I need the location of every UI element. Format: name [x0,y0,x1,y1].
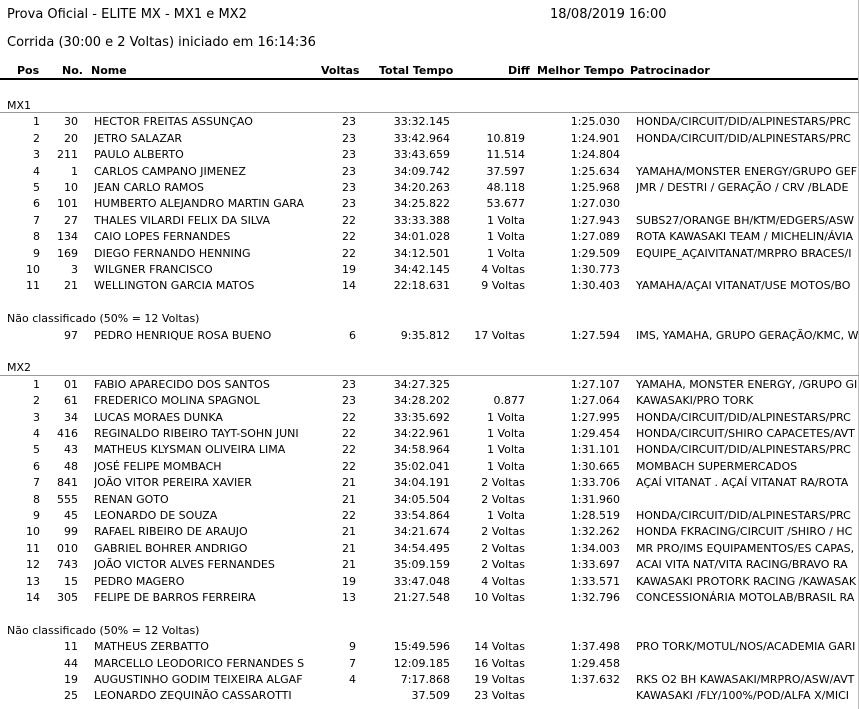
cell-voltas: 22 [342,427,356,440]
cell-diff: 0.877 [493,394,525,408]
cell-no: 25 [64,689,78,703]
cell-nome: FABIO APARECIDO DOS SANTOS [94,377,270,391]
cell-diff: 9 Voltas [481,279,525,293]
cell-no: 416 [57,427,78,440]
cell-voltas: 23 [342,164,356,178]
race-subtitle: Corrida (30:00 e 2 Voltas) iniciado em 16:14:36 [7,35,316,50]
cell-diff: 1 Volta [486,230,525,244]
cell-melhor: 1:27.089 [570,230,620,244]
cell-total: 34:20.263 [393,181,450,194]
cell-patroc: MOMBACH SUPERMERCADOS [636,459,798,473]
cell-nome: CAIO LOPES FERNANDES [94,230,231,244]
cell-no: 134 [57,230,78,244]
cell-total: 33:47.048 [393,574,450,588]
cell-total: 33:42.964 [393,131,450,145]
cell-voltas: 14 [342,279,356,293]
cell-patroc [636,656,859,672]
cell-pos: 8 [33,492,40,506]
cell-pos [12,656,40,672]
cell-melhor: 1:32.262 [570,525,620,539]
cell-patroc: KAWASAKI/PRO TORK [636,394,754,408]
cell-nome: WILGNER FRANCISCO [94,263,213,276]
cell-patroc: ACAI VITA NAT/VITA RACING/BRAVO RA [636,558,848,572]
cell-nome: MARCELLO LEODORICO FERNANDES S [94,656,305,670]
cell-diff: 1 Volta [486,213,525,227]
cell-patroc: CONCESSIONÁRIA MOTOLAB/BRASIL RA [636,591,855,604]
cell-nome: CARLOS CAMPANO JIMENEZ [94,164,246,178]
not-classified-label: Não classificado (50% = 12 Voltas) [7,623,200,637]
cell-pos: 7 [33,476,40,490]
cell-nome: JOSÉ FELIPE MOMBACH [94,459,222,473]
cell-voltas [330,688,356,704]
cell-voltas: 21 [342,558,356,572]
cell-no: 48 [64,459,78,473]
cell-diff [455,114,525,130]
cell-voltas: 21 [342,525,356,539]
cell-no: 211 [57,148,78,162]
cell-patroc: YAMAHA/AÇAI VITANAT/USE MOTOS/BO [636,279,851,293]
cell-pos: 6 [33,197,40,211]
cell-total: 33:54.864 [393,509,450,522]
cell-pos: 4 [33,164,40,178]
cell-no: 15 [64,574,78,588]
cell-pos: 8 [33,230,40,244]
col-header-nome: Nome [91,64,127,77]
section-heading: MX2 [7,361,32,375]
cell-no: 01 [64,377,78,391]
cell-total: 21:27.548 [393,591,450,604]
col-header-total: Total Tempo [379,64,454,77]
cell-diff: 16 Voltas [474,656,525,670]
cell-nome: PEDRO MAGERO [94,574,185,588]
col-header-patrocinador: Patrocinador [630,64,710,77]
cell-diff: 1 Volta [486,246,525,260]
cell-patroc: MR PRO/IMS EQUIPAMENTOS/ES CAPAS, [636,541,855,555]
cell-melhor: 1:27.030 [570,197,620,211]
cell-nome: LEONARDO DE SOUZA [94,509,218,522]
cell-total: 33:43.659 [393,148,450,162]
cell-melhor: 1:27.064 [570,394,620,408]
cell-total: 33:35.692 [393,410,450,424]
cell-pos: 1 [33,115,40,129]
cell-total: 34:12.501 [393,246,450,260]
cell-melhor: 1:30.403 [570,279,620,293]
cell-voltas: 22 [342,246,356,260]
cell-patroc: PRO TORK/MOTUL/NOS/ACADEMIA GARI [636,640,856,654]
cell-nome: JOÃO VITOR PEREIRA XAVIER [94,476,252,490]
cell-pos: 13 [26,574,40,588]
cell-diff: 10 Voltas [474,591,525,604]
cell-no: 43 [64,443,78,457]
cell-pos: 7 [33,213,40,227]
cell-no: 305 [57,591,78,604]
cell-no: 61 [64,394,78,408]
cell-pos: 6 [33,459,40,473]
cell-voltas: 9 [349,640,356,654]
cell-pos: 11 [26,279,40,293]
cell-nome: JETRO SALAZAR [94,131,183,145]
cell-nome: HECTOR FREITAS ASSUNÇAO [94,115,253,129]
cell-voltas: 21 [342,476,356,490]
cell-pos [12,672,40,688]
cell-nome: THALES VILARDI FELIX DA SILVA [94,213,271,227]
cell-voltas: 19 [342,263,356,276]
cell-pos: 10 [26,263,40,276]
cell-patroc [636,262,859,278]
cell-no: 97 [64,328,78,342]
cell-patroc: KAWASAKI PROTORK RACING /KAWASAK [636,574,857,588]
cell-nome: RAFAEL RIBEIRO DE ARAUJO [94,525,248,539]
cell-melhor: 1:29.509 [570,246,620,260]
cell-voltas: 21 [342,492,356,506]
cell-diff [455,377,525,393]
cell-voltas: 23 [342,115,356,129]
cell-total: 34:27.325 [393,377,450,391]
cell-no: 21 [64,279,78,293]
cell-nome: LUCAS MORAES DUNKA [94,410,223,424]
cell-diff: 2 Voltas [481,492,525,506]
cell-voltas: 21 [342,541,356,555]
cell-voltas: 23 [342,131,356,145]
cell-melhor: 1:31.101 [570,443,620,457]
cell-patroc: HONDA/CIRCUIT/DID/ALPINESTARS/PRC [636,115,851,129]
cell-diff: 11.514 [486,148,525,162]
cell-patroc: KAWASAKI /FLY/100%/POD/ALFA X/MICI [636,689,850,703]
cell-melhor: 1:34.003 [570,541,620,555]
cell-patroc: SUBS27/ORANGE BH/KTM/EDGERS/ASW [636,213,855,227]
cell-voltas: 4 [349,673,356,686]
cell-total: 15:49.596 [393,640,450,654]
cell-total: 9:35.812 [400,328,450,342]
cell-pos: 1 [33,377,40,391]
cell-no: 010 [57,541,78,555]
cell-no: 555 [57,492,78,506]
cell-total: 34:01.028 [393,230,450,244]
cell-total: 7:17.868 [400,673,450,686]
section-heading: MX1 [7,99,32,112]
cell-no: 34 [64,410,78,424]
cell-total: 12:09.185 [393,656,450,670]
cell-melhor: 1:28.519 [570,509,620,522]
cell-total: 22:18.631 [393,279,450,293]
cell-melhor: 1:27.594 [570,328,620,342]
cell-patroc: EQUIPE_AÇAIVITANAT/MRPRO BRACES/I [636,246,852,260]
page-title: Prova Oficial - ELITE MX - MX1 e MX2 [7,7,247,22]
cell-total: 34:04.191 [393,476,450,490]
cell-pos: 9 [33,509,40,522]
cell-pos: 10 [26,525,40,539]
cell-voltas: 22 [342,230,356,244]
cell-melhor: 1:29.454 [570,427,620,440]
cell-melhor: 1:27.943 [570,213,620,227]
cell-melhor: 1:27.107 [570,377,620,391]
cell-melhor: 1:33.571 [570,574,620,588]
cell-total: 35:02.041 [393,459,450,473]
cell-patroc: RKS O2 BH KAWASAKI/MRPRO/ASW/AVT [636,673,855,686]
section-divider [0,112,859,113]
cell-nome: AUGUSTINHO GODIM TEIXEIRA ALGAF [94,673,303,686]
cell-patroc [636,492,859,508]
cell-voltas: 22 [342,410,356,424]
cell-patroc: IMS, YAMAHA, GRUPO GERAÇÃO/KMC, W [636,328,859,342]
cell-diff: 1 Volta [486,509,525,522]
cell-voltas: 22 [342,443,356,457]
col-header-no: No. [62,64,83,77]
cell-total: 34:42.145 [393,263,450,276]
cell-nome: FELIPE DE BARROS FERREIRA [94,591,256,604]
cell-melhor: 1:25.968 [570,181,620,194]
cell-pos: 11 [26,541,40,555]
cell-patroc: AÇAÍ VITANAT . AÇAÍ VITANAT RA/ROTA [636,476,849,490]
cell-diff: 1 Volta [486,443,525,457]
cell-patroc: JMR / DESTRI / GERAÇÃO / CRV /BLADE [636,181,849,194]
cell-voltas: 23 [342,394,356,408]
cell-patroc [636,147,859,163]
cell-total: 34:25.822 [393,197,450,211]
cell-voltas: 6 [349,328,356,342]
cell-nome: JEAN CARLO RAMOS [94,181,205,194]
cell-total: 33:33.388 [393,213,450,227]
cell-pos: 4 [33,427,40,440]
cell-patroc: HONDA/CIRCUIT/DID/ALPINESTARS/PRC [636,509,851,522]
cell-melhor: 1:30.665 [570,459,620,473]
cell-pos: 9 [33,246,40,260]
cell-diff: 1 Volta [486,427,525,440]
cell-diff: 14 Voltas [474,640,525,654]
cell-nome: DIEGO FERNANDO HENNING [94,246,251,260]
cell-voltas: 23 [342,181,356,194]
cell-total: 34:58.964 [393,443,450,457]
cell-patroc: HONDA FKRACING/CIRCUIT /SHIRO / HC [636,525,853,539]
cell-pos: 5 [33,181,40,194]
cell-no: 20 [64,131,78,145]
cell-melhor: 1:30.773 [570,263,620,276]
cell-diff: 2 Voltas [481,525,525,539]
cell-diff: 17 Voltas [474,328,525,342]
cell-patroc [636,196,859,212]
col-header-voltas: Voltas [321,64,360,77]
cell-no: 10 [64,181,78,194]
cell-voltas: 23 [342,148,356,162]
cell-voltas: 23 [342,197,356,211]
cell-nome: PAULO ALBERTO [94,148,184,162]
cell-melhor [548,688,620,704]
cell-total: 37.509 [411,689,450,703]
cell-pos: 3 [33,148,40,162]
cell-patroc: HONDA/CIRCUIT/DID/ALPINESTARS/PRC [636,443,851,457]
cell-no: 44 [64,656,78,670]
cell-pos: 2 [33,131,40,145]
cell-diff: 2 Voltas [481,541,525,555]
header-divider [0,78,859,80]
cell-diff: 2 Voltas [481,476,525,490]
cell-diff: 4 Voltas [481,263,525,276]
cell-diff: 37.597 [486,164,525,178]
cell-no: 45 [64,509,78,522]
cell-patroc: YAMAHA, MONSTER ENERGY, /GRUPO GI [636,377,858,391]
cell-voltas: 13 [342,591,356,604]
cell-patroc: HONDA/CIRCUIT/DID/ALPINESTARS/PRC [636,131,851,145]
cell-no: 841 [57,476,78,490]
cell-pos [12,328,40,344]
cell-voltas: 19 [342,574,356,588]
cell-total: 34:28.202 [393,394,450,408]
cell-nome: PEDRO HENRIQUE ROSA BUENO [94,328,272,342]
cell-melhor: 1:33.697 [570,558,620,572]
section-divider [0,375,859,376]
cell-melhor: 1:37.632 [570,673,620,686]
cell-voltas: 23 [342,377,356,391]
cell-melhor: 1:24.804 [570,148,620,162]
cell-no: 101 [57,197,78,211]
cell-diff: 4 Voltas [481,574,525,588]
cell-diff: 19 Voltas [474,673,525,686]
cell-total: 34:54.495 [393,541,450,555]
cell-voltas: 22 [342,459,356,473]
cell-melhor: 1:24.901 [570,131,620,145]
cell-pos: 14 [26,591,40,604]
not-classified-label: Não classificado (50% = 12 Voltas) [7,312,200,326]
cell-diff: 2 Voltas [481,558,525,572]
cell-no: 27 [64,213,78,227]
cell-total: 34:05.504 [393,492,450,506]
cell-pos: 5 [33,443,40,457]
cell-melhor: 1:29.458 [570,656,620,670]
cell-total: 34:22.961 [393,427,450,440]
cell-pos: 3 [33,410,40,424]
cell-melhor: 1:33.706 [570,476,620,490]
cell-nome: LEONARDO ZEQUINÃO CASSAROTTI [94,689,292,703]
cell-no: 743 [57,558,78,572]
cell-no: 19 [64,673,78,686]
cell-diff: 1 Volta [486,410,525,424]
cell-no: 1 [71,164,78,178]
cell-total: 33:32.145 [393,115,450,129]
cell-diff: 1 Volta [486,459,525,473]
cell-no: 3 [71,263,78,276]
col-header-diff: Diff [508,64,530,77]
cell-melhor: 1:27.995 [570,410,620,424]
cell-melhor: 1:31.960 [570,492,620,506]
cell-nome: REGINALDO RIBEIRO TAYT-SOHN JUNI [94,427,299,440]
cell-patroc: HONDA/CIRCUIT/DID/ALPINESTARS/PRC [636,410,851,424]
cell-diff: 53.677 [486,197,525,211]
cell-no: 169 [57,246,78,260]
cell-no: 30 [64,115,78,129]
cell-nome: JOÃO VICTOR ALVES FERNANDES [94,558,275,572]
col-header-pos: Pos [17,64,40,77]
cell-nome: WELLINGTON GARCIA MATOS [94,279,255,293]
cell-voltas: 22 [342,213,356,227]
cell-patroc: YAMAHA/MONSTER ENERGY/GRUPO GEF [636,164,858,178]
cell-no: 11 [64,640,78,654]
cell-pos [12,639,40,655]
cell-nome: FREDERICO MOLINA SPAGNOL [94,394,260,408]
cell-diff: 23 Voltas [474,689,525,703]
cell-pos: 2 [33,394,40,408]
cell-no: 99 [64,525,78,539]
cell-total: 34:21.674 [393,525,450,539]
cell-diff: 48.118 [486,181,525,194]
cell-total: 35:09.159 [393,558,450,572]
cell-nome: RENAN GOTO [94,492,169,506]
cell-total: 34:09.742 [393,164,450,178]
cell-pos: 12 [26,558,40,572]
cell-nome: GABRIEL BOHRER ANDRIGO [94,541,248,555]
cell-patroc: ROTA KAWASAKI TEAM / MICHELIN/ÁVIA [636,230,854,244]
col-header-melhor: Melhor Tempo [537,64,625,77]
cell-melhor: 1:32.796 [570,591,620,604]
race-date: 18/08/2019 16:00 [550,7,667,22]
cell-melhor: 1:37.498 [570,640,620,654]
cell-melhor: 1:25.634 [570,164,620,178]
cell-nome: HUMBERTO ALEJANDRO MARTIN GARA [94,197,305,211]
cell-melhor: 1:25.030 [570,115,620,129]
cell-nome: MATHEUS KLYSMAN OLIVEIRA LIMA [94,443,286,457]
cell-patroc: HONDA/CIRCUIT/SHIRO CAPACETES/AVT [636,427,855,440]
cell-pos [12,688,40,704]
cell-voltas: 22 [342,509,356,522]
cell-voltas: 7 [349,656,356,670]
cell-nome: MATHEUS ZERBATTO [94,640,209,654]
cell-diff: 10.819 [486,131,525,145]
